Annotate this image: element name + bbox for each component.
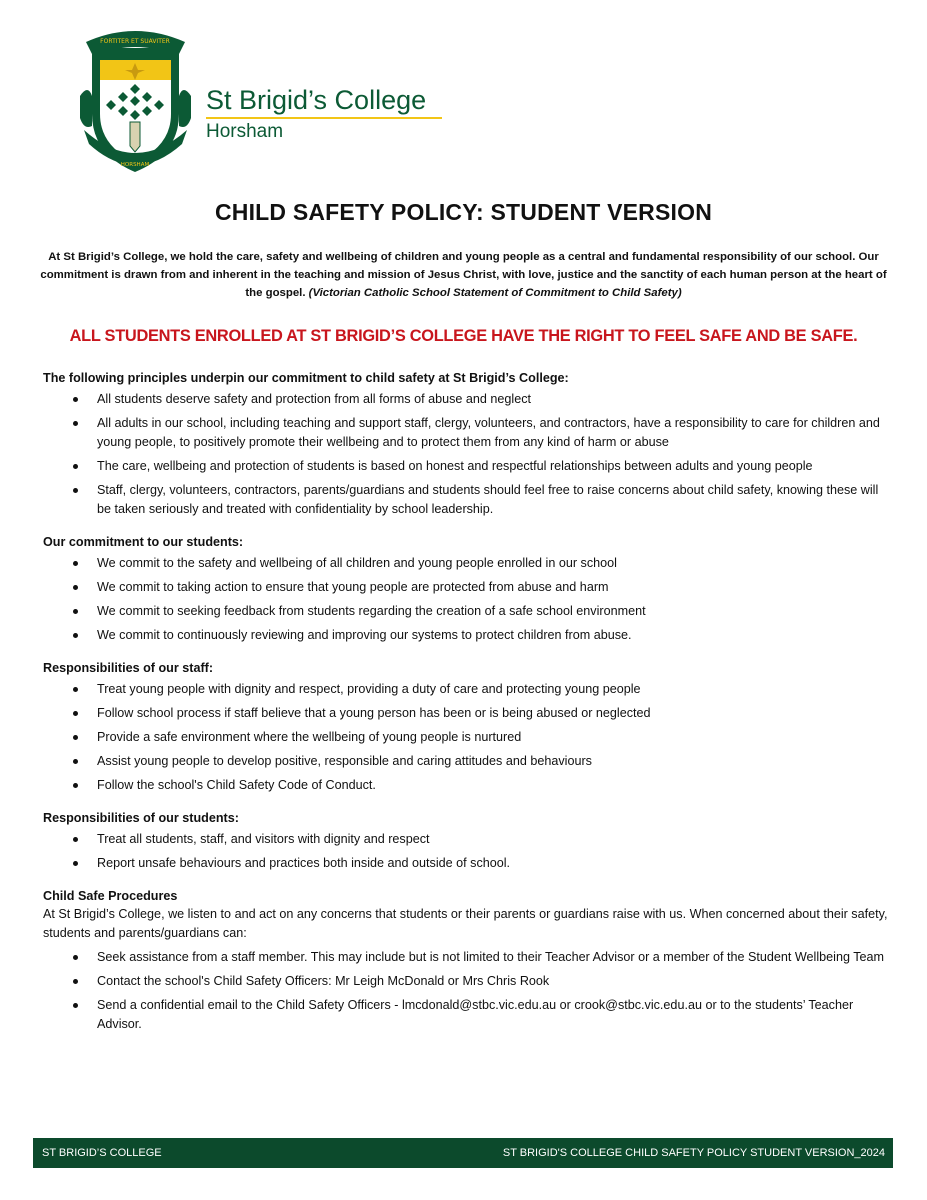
list-item: Send a confidential email to the Child Safety Officers - lmcdonald@stbc.vic.edu.au or crook@stbc.vic.edu.au or to the students’ Teacher Advisor.	[43, 996, 893, 1034]
college-crest-logo	[78, 26, 193, 174]
list-item: We commit to continuously reviewing and improving our systems to protect children from abuse.	[43, 626, 893, 645]
staff-section	[43, 659, 893, 795]
principles-list	[43, 390, 893, 519]
list-item: All students deserve safety and protection from all forms of abuse and neglect	[43, 390, 893, 409]
commitment-list	[43, 554, 893, 645]
list-item: All adults in our school, including teaching and support staff, clergy, volunteers, and contractors, have a responsibility to care for children and young people, to positively promote their wellbeing and to protect them from any kind of harm or abuse	[43, 414, 893, 452]
bullet-icon	[73, 397, 78, 402]
college-location: Horsham	[206, 121, 284, 142]
brand-divider	[206, 117, 442, 119]
section-heading: Responsibilities of our students:	[43, 811, 239, 825]
bullet-icon	[73, 861, 78, 866]
intro-citation: (Victorian Catholic School Statement of Commitment to Child Safety)	[308, 287, 682, 299]
bullet-icon	[73, 633, 78, 638]
list-item: Provide a safe environment where the wellbeing of young people is nurtured	[43, 728, 893, 747]
list-item: Staff, clergy, volunteers, contractors, parents/guardians and students should feel free to raise concerns about child safety, knowing these will be taken seriously and treated with confidentiality by school leadership.	[43, 481, 893, 519]
safety-banner: ALL STUDENTS ENROLLED AT ST BRIGID’S COLLEGE HAVE THE RIGHT TO FEEL SAFE AND BE SAFE.	[69, 327, 858, 345]
list-item: Assist young people to develop positive, responsible and caring attitudes and behaviours	[43, 752, 893, 771]
procedures-section	[43, 887, 893, 1034]
bullet-icon	[73, 421, 78, 426]
list-item: We commit to seeking feedback from students regarding the creation of a safe school environment	[43, 602, 893, 621]
svg-text:HORSHAM: HORSHAM	[120, 162, 150, 168]
list-item: Follow school process if staff believe that a young person has been or is being abused or neglected	[43, 704, 893, 723]
intro-text: At St Brigid’s College, we hold the care, safety and wellbeing of children and young people as a central and fundamental responsibility of our school. Our commitment is drawn from and inherent in the teaching and mission of Jesus Christ, with love, justice and the sanctity of each human person at the heart of the gospel.	[40, 251, 887, 299]
list-item: Report unsafe behaviours and practices both inside and outside of school.	[43, 854, 893, 873]
list-item: Treat all students, staff, and visitors with dignity and respect	[43, 830, 893, 849]
bullet-icon	[73, 979, 78, 984]
section-heading: The following principles underpin our commitment to child safety at St Brigid’s College:	[43, 371, 569, 385]
bullet-icon	[73, 711, 78, 716]
procedures-paragraph: At St Brigid’s College, we listen to and act on any concerns that students or their parents or guardians raise with us. When concerned about their safety, students and parents/guardians can:	[43, 907, 888, 940]
bullet-icon	[73, 585, 78, 590]
bullet-icon	[73, 955, 78, 960]
document-title: CHILD SAFETY POLICY: STUDENT VERSION	[214, 199, 713, 225]
staff-list	[43, 680, 893, 795]
list-item: Seek assistance from a staff member. This may include but is not limited to their Teacher Advisor or a member of the Student Wellbeing Team	[43, 948, 893, 967]
list-item: Follow the school's Child Safety Code of Conduct.	[43, 776, 893, 795]
list-item: The care, wellbeing and protection of students is based on honest and respectful relationships between adults and young people	[43, 457, 893, 476]
bullet-icon	[73, 759, 78, 764]
list-item: Treat young people with dignity and respect, providing a duty of care and protecting young people	[43, 680, 893, 699]
letterhead	[78, 26, 498, 196]
footer-right-text: ST BRIGID'S COLLEGE CHILD SAFETY POLICY STUDENT VERSION_2024	[502, 1147, 885, 1159]
section-heading: Responsibilities of our staff:	[43, 661, 214, 675]
list-item: We commit to the safety and wellbeing of all children and young people enrolled in our school	[43, 554, 893, 573]
bullet-icon	[73, 837, 78, 842]
principles-section	[43, 369, 893, 519]
bullet-icon	[73, 609, 78, 614]
intro-statement	[40, 248, 887, 302]
college-name: St Brigid’s College	[206, 85, 427, 115]
bullet-icon	[73, 488, 78, 493]
page-footer	[33, 1138, 893, 1168]
bullet-icon	[73, 783, 78, 788]
section-heading: Our commitment to our students:	[43, 535, 244, 549]
footer-left-text: ST BRIGID’S COLLEGE	[42, 1147, 162, 1159]
bullet-icon	[73, 464, 78, 469]
bullet-icon	[73, 561, 78, 566]
bullet-icon	[73, 1003, 78, 1008]
section-heading: Child Safe Procedures	[43, 889, 178, 903]
bullet-icon	[73, 687, 78, 692]
list-item: Contact the school's Child Safety Officers: Mr Leigh McDonald or Mrs Chris Rook	[43, 972, 893, 991]
bullet-icon	[73, 735, 78, 740]
svg-text:FORTITER ET SUAVITER: FORTITER ET SUAVITER	[100, 38, 170, 45]
procedures-list	[43, 948, 893, 1034]
commitment-section	[43, 533, 893, 645]
list-item: We commit to taking action to ensure that young people are protected from abuse and harm	[43, 578, 893, 597]
policy-body	[43, 369, 893, 1048]
students-list	[43, 830, 893, 873]
students-section	[43, 809, 893, 873]
